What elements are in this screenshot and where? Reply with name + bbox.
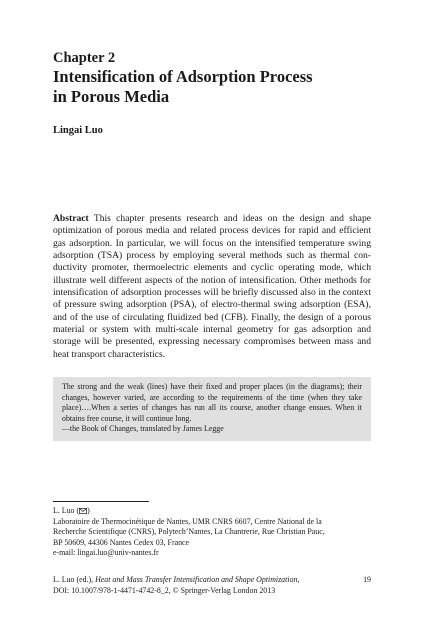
abstract-label: Abstract	[53, 213, 89, 224]
footer-book-title: Heat and Mass Transfer Intensification and Shape Optimization	[95, 575, 298, 584]
chapter-title-line: Intensification of Adsorption Process	[53, 67, 313, 86]
author-affiliation-footnote	[53, 506, 371, 559]
epigraph-text: The strong and the weak (lines) have their fixed and proper places (in the diagrams); their changes, however varied, are according to the requirements of the time (when they take place)….When a series of changes has run all its course, another change ensues. When it obtains free course, it will continue long.	[62, 382, 362, 423]
author-name: Lingai Luo	[53, 125, 103, 136]
abstract-text: This chapter presents research and ideas on the design and shape optimization of porous media and related process devices for rapid and efficient gas adsorption. In particular, we will focus on the intensified temperature swing adsorption (TSA) process by employing several methods such as thermal conductivity promoter, thermoelectric elements and cyclic operating mode, which illustrate well different aspects of the notion of intensification. Other methods for intensification of adsorption processes will be briefly discussed also in the context of pressure swing adsorption (PSA), of electro-thermal swing adsorption (ESA), and of the use of circulating fluidized bed (CFB). Finally, the design of a porous material or system with multi-scale internal geometry for gas adsorption and storage will be presented, expressing necessary compromises between mass and heat transport characteristics.	[53, 213, 372, 360]
footnote-affiliation-line: Laboratoire de Thermocinétique de Nantes, UMR CNRS 6607, Centre National de la	[53, 516, 322, 526]
chapter-title	[53, 67, 373, 107]
chapter-label: Chapter 2	[53, 50, 116, 66]
epigraph-box	[53, 377, 371, 441]
page-footer	[53, 575, 371, 596]
abstract	[53, 213, 371, 361]
page-number: 19	[363, 575, 371, 584]
footer-editor: L. Luo (ed.),	[53, 575, 96, 584]
envelope-icon	[79, 508, 87, 514]
footer-punct: ,	[297, 575, 300, 584]
footer-doi-line: DOI: 10.1007/978-1-4471-4742-8_2, © Springer-Verlag London 2013	[53, 585, 276, 595]
footnote-affiliation-line: BP 50609, 44306 Nantes Cedex 03, France	[53, 537, 190, 547]
footnote-affiliation-line: Recherche Scientifique (CNRS), Polytech’Nantes, La Chantrerie, Rue Christian Pauc,	[53, 527, 325, 537]
chapter-title-line: in Porous Media	[53, 87, 170, 106]
epigraph-source: —the Book of Changes, translated by James Legge	[62, 424, 224, 434]
footnote-author-line: L. Luo ( )	[53, 506, 90, 515]
footer-citation-line	[53, 575, 371, 586]
footnote-author-name: L. Luo	[53, 506, 75, 515]
footnote-email: e-mail: lingai.luo@univ-nantes.fr	[53, 548, 159, 558]
footnote-divider	[53, 501, 149, 502]
